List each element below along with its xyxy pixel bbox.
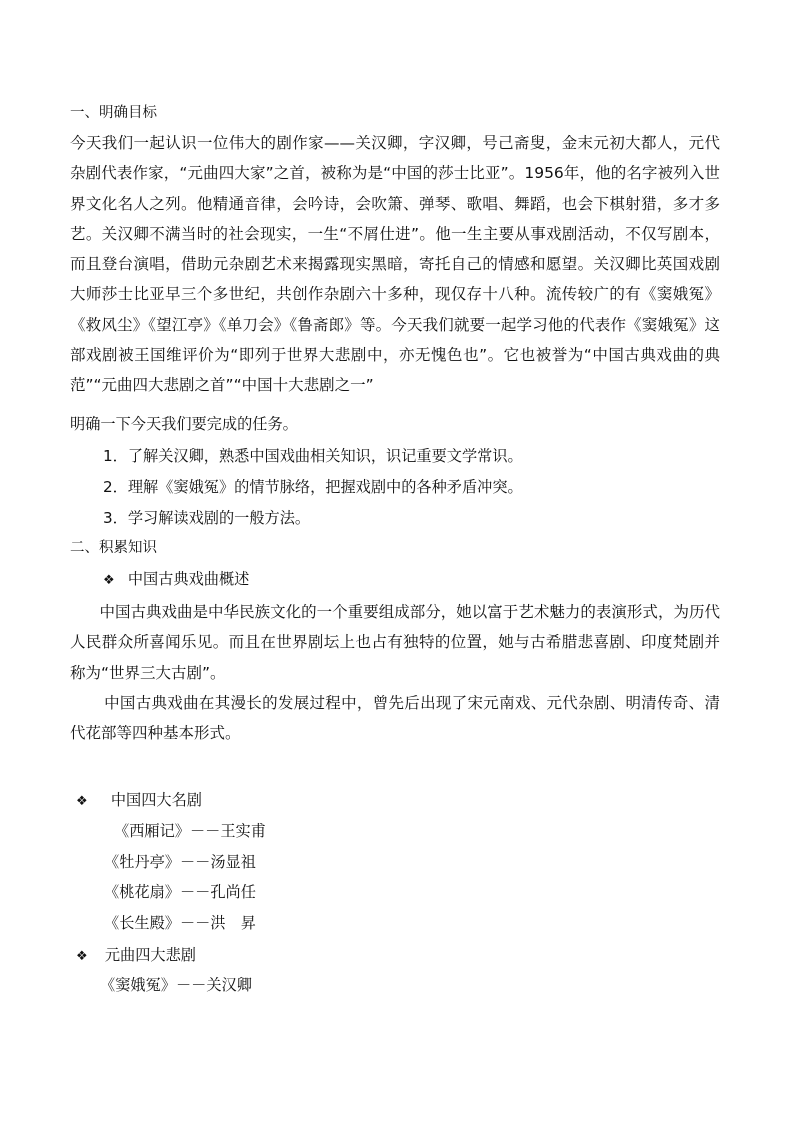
four-plays-item-4: 《长生殿》－－洪 昇 xyxy=(104,914,256,932)
intro-paragraph: 今天我们一起认识一位伟大的剧作家——关汉卿，字汉卿，号己斋叟，金末元初大都人，元代杂剧代表作家，“元曲四大家”之首，被称为是“中国的莎士比亚”。1956年，他的名字被列入世界文化名人之列。他精通音律，会吟诗，会吹箫、弹琴、歌唱、舞蹈，也会下棋射猎，多才多艺。关汉卿不满当时的社会现实，一生“不屑仕进”。他一生主要从事戏剧活动，不仅写剧本，而且登台演唱，借助元杂剧艺术来揭露现实黑暗，寄托自己的情感和愿望。关汉卿比英国戏剧大师莎士比亚早三个多世纪，共创作杂剧六十多种，现仅存十八种。流传较广的有《窦娥冤》《救风尘》《望江亭》《单刀会》《鲁斋郎》等。今天我们就要一起学习他的代表作《窦娥冤》这部戏剧被王国维评价为“即列于世界大悲剧中，亦无愧色也”。它也被誉为“中国古典戏曲的典范”“元曲四大悲剧之首”“中国十大悲剧之一” xyxy=(70,134,720,395)
four-plays-item-2: 《牡丹亭》－－汤显祖 xyxy=(104,853,256,871)
overview-title: 中国古典戏曲概述 xyxy=(127,570,250,588)
tragedies-item-1: 《窦娥冤》－－关汉卿 xyxy=(100,976,252,994)
four-plays-title-row xyxy=(76,790,202,812)
task-item-1: 1．了解关汉卿，熟悉中国戏曲相关知识，识记重要文学常识。 xyxy=(103,447,523,465)
overview-paragraph-1: 中国古典戏曲是中华民族文化的一个重要组成部分，她以富于艺术魅力的表演形式，为历代人民群众所喜闻乐见。而且在世界剧坛上也占有独特的位置，她与古希腊悲喜剧、印度梵剧并称为“世界三大古剧”。 xyxy=(70,603,720,682)
tragedies-title-row xyxy=(76,945,196,967)
tasks-intro: 明确一下今天我们要完成的任务。 xyxy=(70,415,298,433)
overview-paragraph-2: 中国古典戏曲在其漫长的发展过程中，曾先后出现了宋元南戏、元代杂剧、明清传奇、清代花部等四种基本形式。 xyxy=(70,694,720,743)
task-item-2: 2．理解《窦娥冤》的情节脉络，把握戏剧中的各种矛盾冲突。 xyxy=(103,478,523,496)
bullet-diamond-icon: ❖ xyxy=(76,949,88,964)
tragedies-title: 元曲四大悲剧 xyxy=(104,946,196,964)
task-item-3: 3．学习解读戏剧的一般方法。 xyxy=(103,509,311,527)
section2-heading: 二、积累知识 xyxy=(70,540,157,556)
four-plays-title: 中国四大名剧 xyxy=(110,791,202,809)
four-plays-item-3: 《桃花扇》－－孔尚任 xyxy=(104,883,256,901)
four-plays-item-1: 《西厢记》－－王实甫 xyxy=(114,822,266,840)
section1-heading: 一、明确目标 xyxy=(70,105,157,121)
bullet-diamond-icon: ❖ xyxy=(76,794,88,809)
overview-title-row xyxy=(103,569,249,591)
bullet-diamond-icon: ❖ xyxy=(103,573,115,588)
